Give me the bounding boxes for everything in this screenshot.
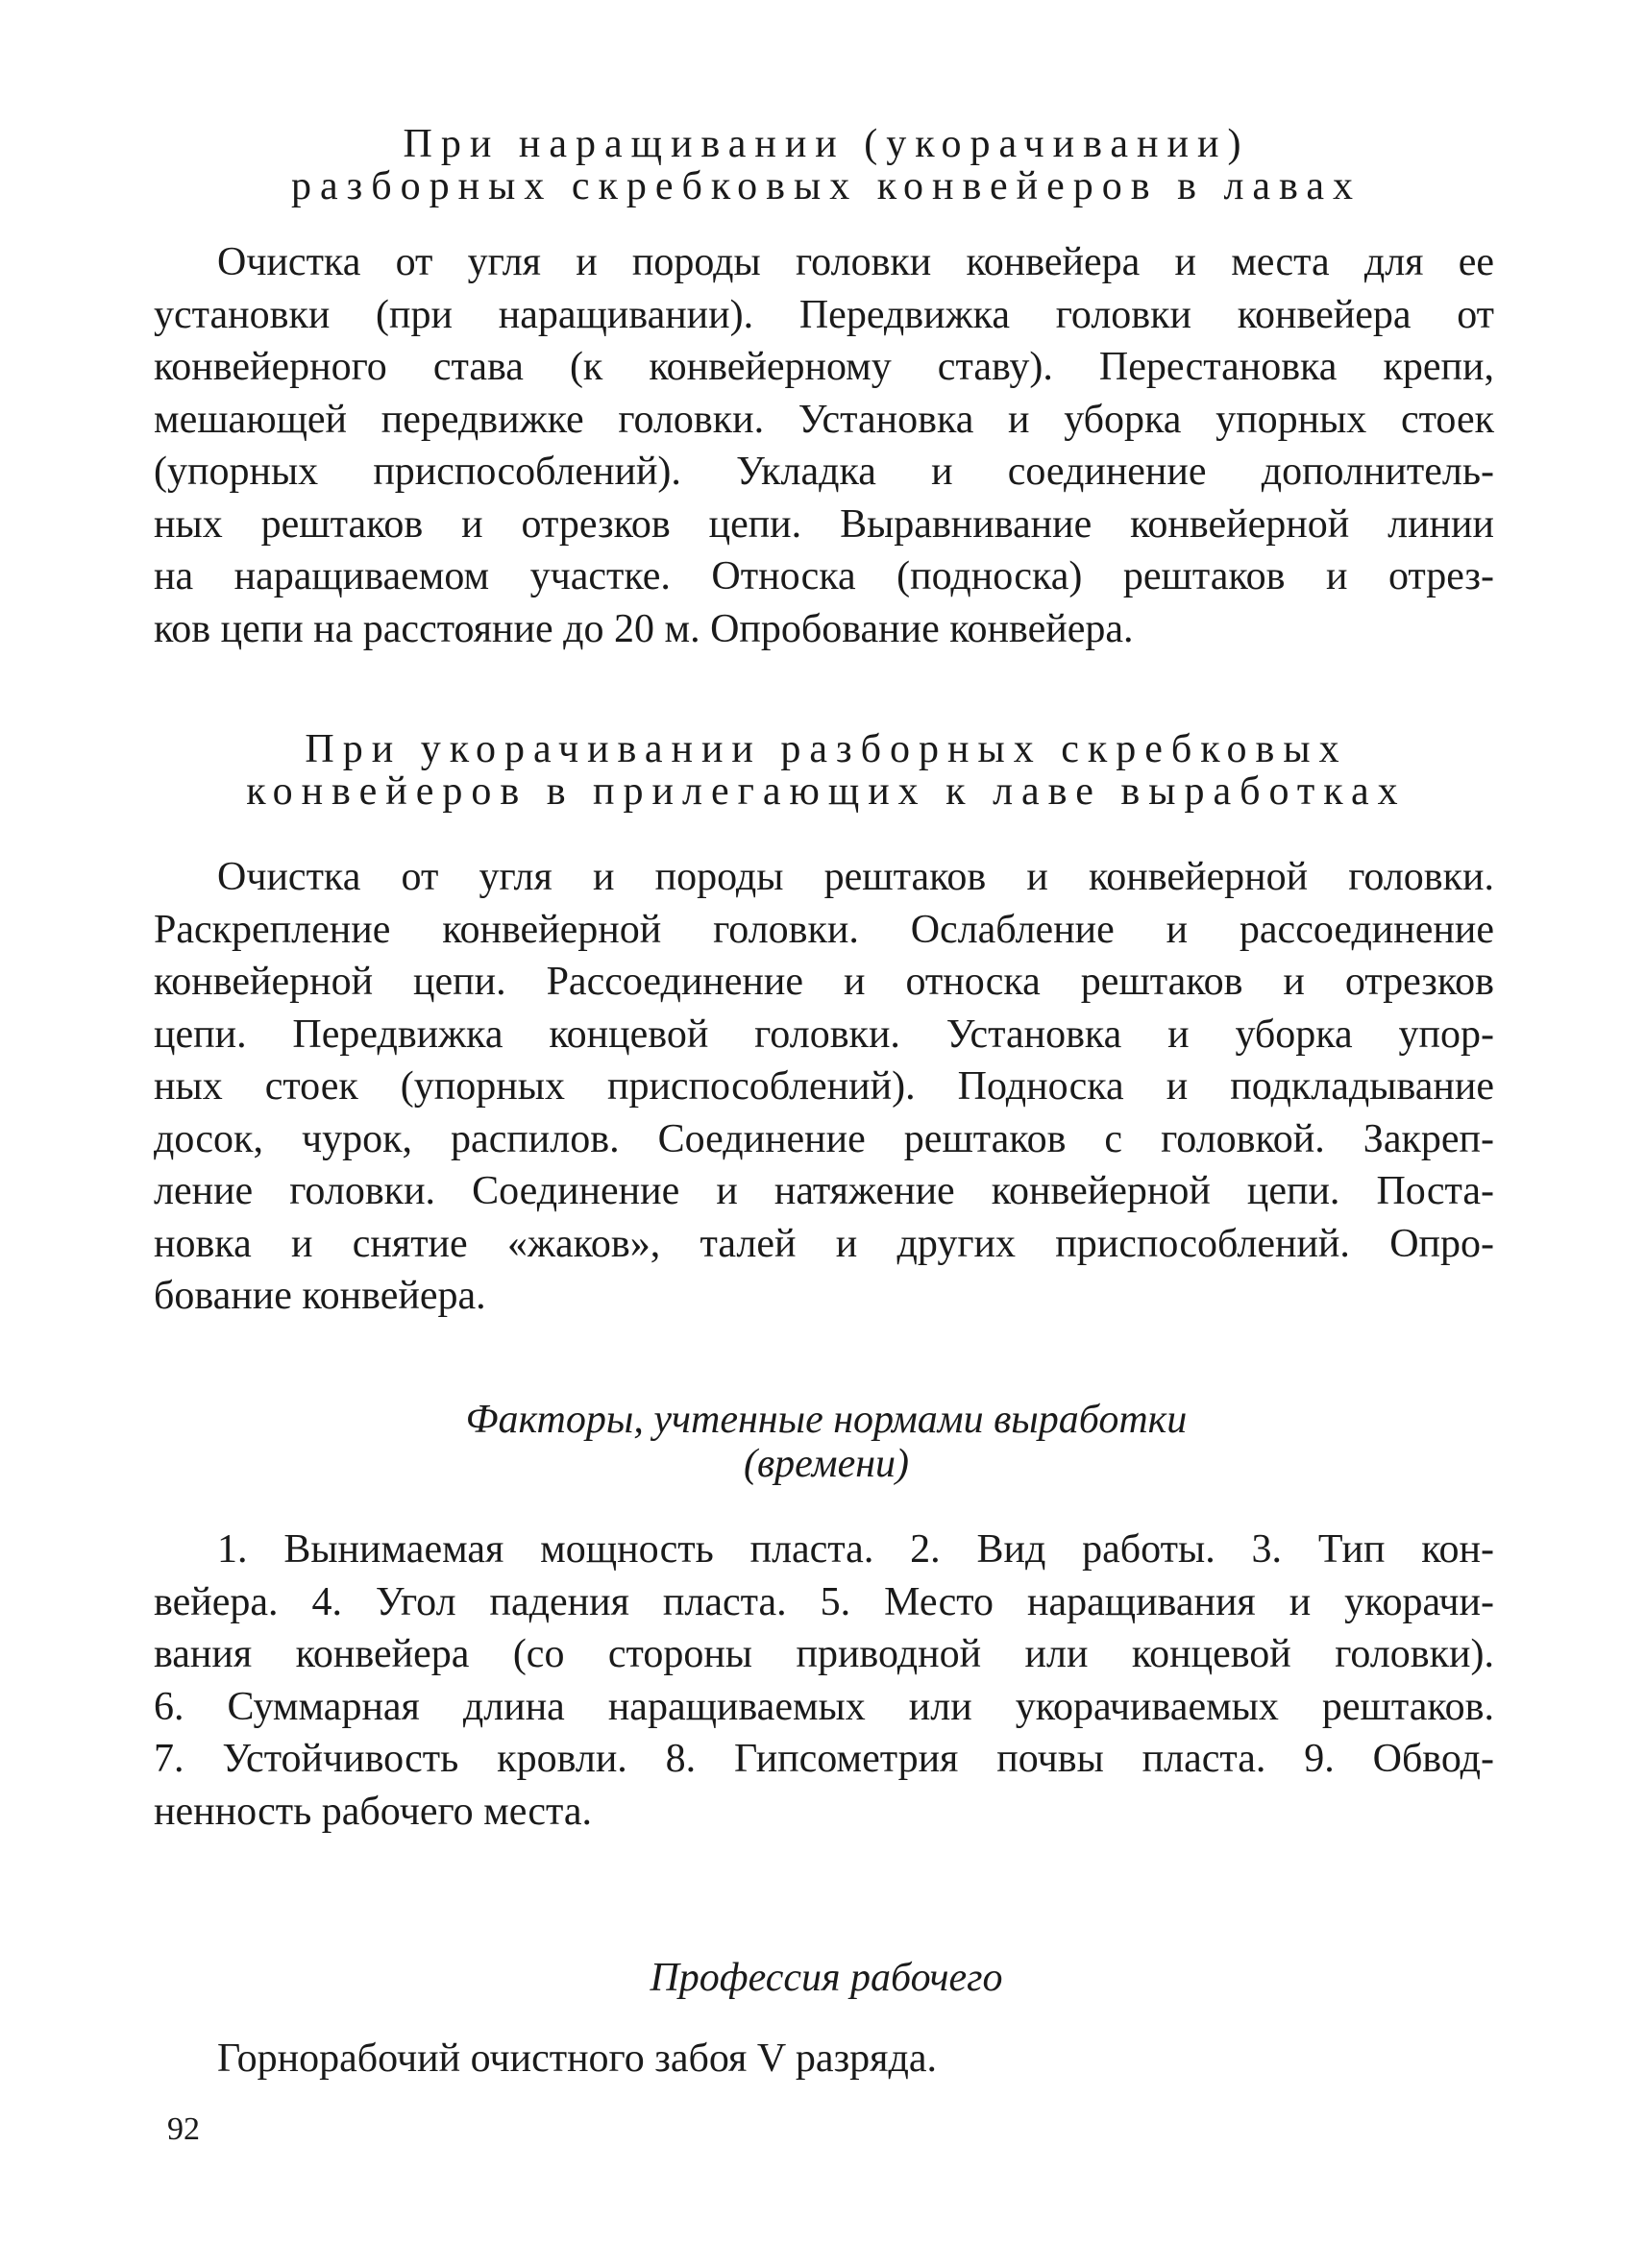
section-4-heading [154, 1956, 1499, 2000]
page-number: 92 [167, 2111, 200, 2147]
section-4-heading-line-1: Профессия рабочего [650, 1956, 1003, 2000]
section-1-heading-line-2: разборных скребковых конвейеров в лавах [291, 164, 1362, 208]
section-4-paragraph [154, 2033, 1494, 2085]
paragraph-line: 7. Устойчивость кровли. 8. Гипсометрия почвы пласта. 9. Обвод- [154, 1737, 1494, 1781]
paragraph-line: конвейерной цепи. Рассоединение и относка рештаков и отрезков [154, 960, 1494, 1004]
section-1-heading [154, 123, 1499, 207]
section-2-paragraph [154, 851, 1494, 1323]
paragraph-line: ление головки. Соединение и натяжение конвейерной цепи. Поста- [154, 1169, 1494, 1213]
section-1-heading-line-1: При наращивании (укорачивании) [403, 122, 1250, 166]
paragraph-line: Очистка от угля и породы головки конвейера и места для ее [217, 240, 1494, 284]
paragraph-line: Раскрепление конвейерной головки. Ослабление и рассоединение [154, 907, 1494, 952]
paragraph-line: 1. Вынимаемая мощность пласта. 2. Вид работы. 3. Тип кон- [217, 1527, 1494, 1572]
paragraph-line: (упорных приспособлений). Укладка и соединение дополнитель- [154, 450, 1494, 494]
section-2-heading-line-1: При укорачивании разборных скребковых [305, 727, 1348, 771]
paragraph-line: конвейерного става (к конвейерному ставу). Перестановка крепи, [154, 345, 1494, 389]
section-1-paragraph [154, 236, 1494, 655]
paragraph-line: бование конвейера. [154, 1274, 486, 1318]
paragraph-line: Горнорабочий очистного забоя V разряда. [217, 2036, 937, 2081]
paragraph-line: цепи. Передвижка концевой головки. Установка и уборка упор- [154, 1012, 1494, 1057]
section-3-heading-line-2: (времени) [743, 1442, 910, 1486]
paragraph-line: вания конвейера (со стороны приводной или концевой головки). [154, 1632, 1494, 1676]
section-3-heading-line-1: Факторы, учтенные нормами выработки [465, 1398, 1188, 1442]
paragraph-line: 6. Суммарная длина наращиваемых или укорачиваемых рештаков. [154, 1684, 1494, 1729]
paragraph-line: мешающей передвижке головки. Установка и уборка упорных стоек [154, 397, 1494, 442]
paragraph-line: ненность рабочего места. [154, 1789, 593, 1834]
paragraph-line: ных рештаков и отрезков цепи. Выравнивание конвейерной линии [154, 501, 1494, 547]
paragraph-line: досок, чурок, распилов. Соединение рештаков с головкой. Закреп- [154, 1116, 1494, 1161]
paragraph-line: ков цепи на расстояние до 20 м. Опробование конвейера. [154, 606, 1134, 651]
paragraph-line: на наращиваемом участке. Относка (подноска) рештаков и отрез- [154, 554, 1494, 598]
paragraph-line: вейера. 4. Угол падения пласта. 5. Место наращивания и укорачи- [154, 1579, 1494, 1624]
section-2-heading-line-2: конвейеров в прилегающих к лаве выработках [246, 769, 1407, 814]
paragraph-line: новка и снятие «жаков», талей и других приспособлений. Опро- [154, 1221, 1494, 1266]
section-3-paragraph [154, 1524, 1494, 1838]
section-3-heading [154, 1398, 1499, 1486]
paragraph-line: установки (при наращивании). Передвижка головки конвейера от [154, 292, 1494, 337]
paragraph-line: ных стоек (упорных приспособлений). Подноска и подкладывание [154, 1064, 1494, 1109]
paragraph-line: Очистка от угля и породы рештаков и конвейерной головки. [217, 855, 1494, 899]
section-2-heading [154, 728, 1499, 813]
